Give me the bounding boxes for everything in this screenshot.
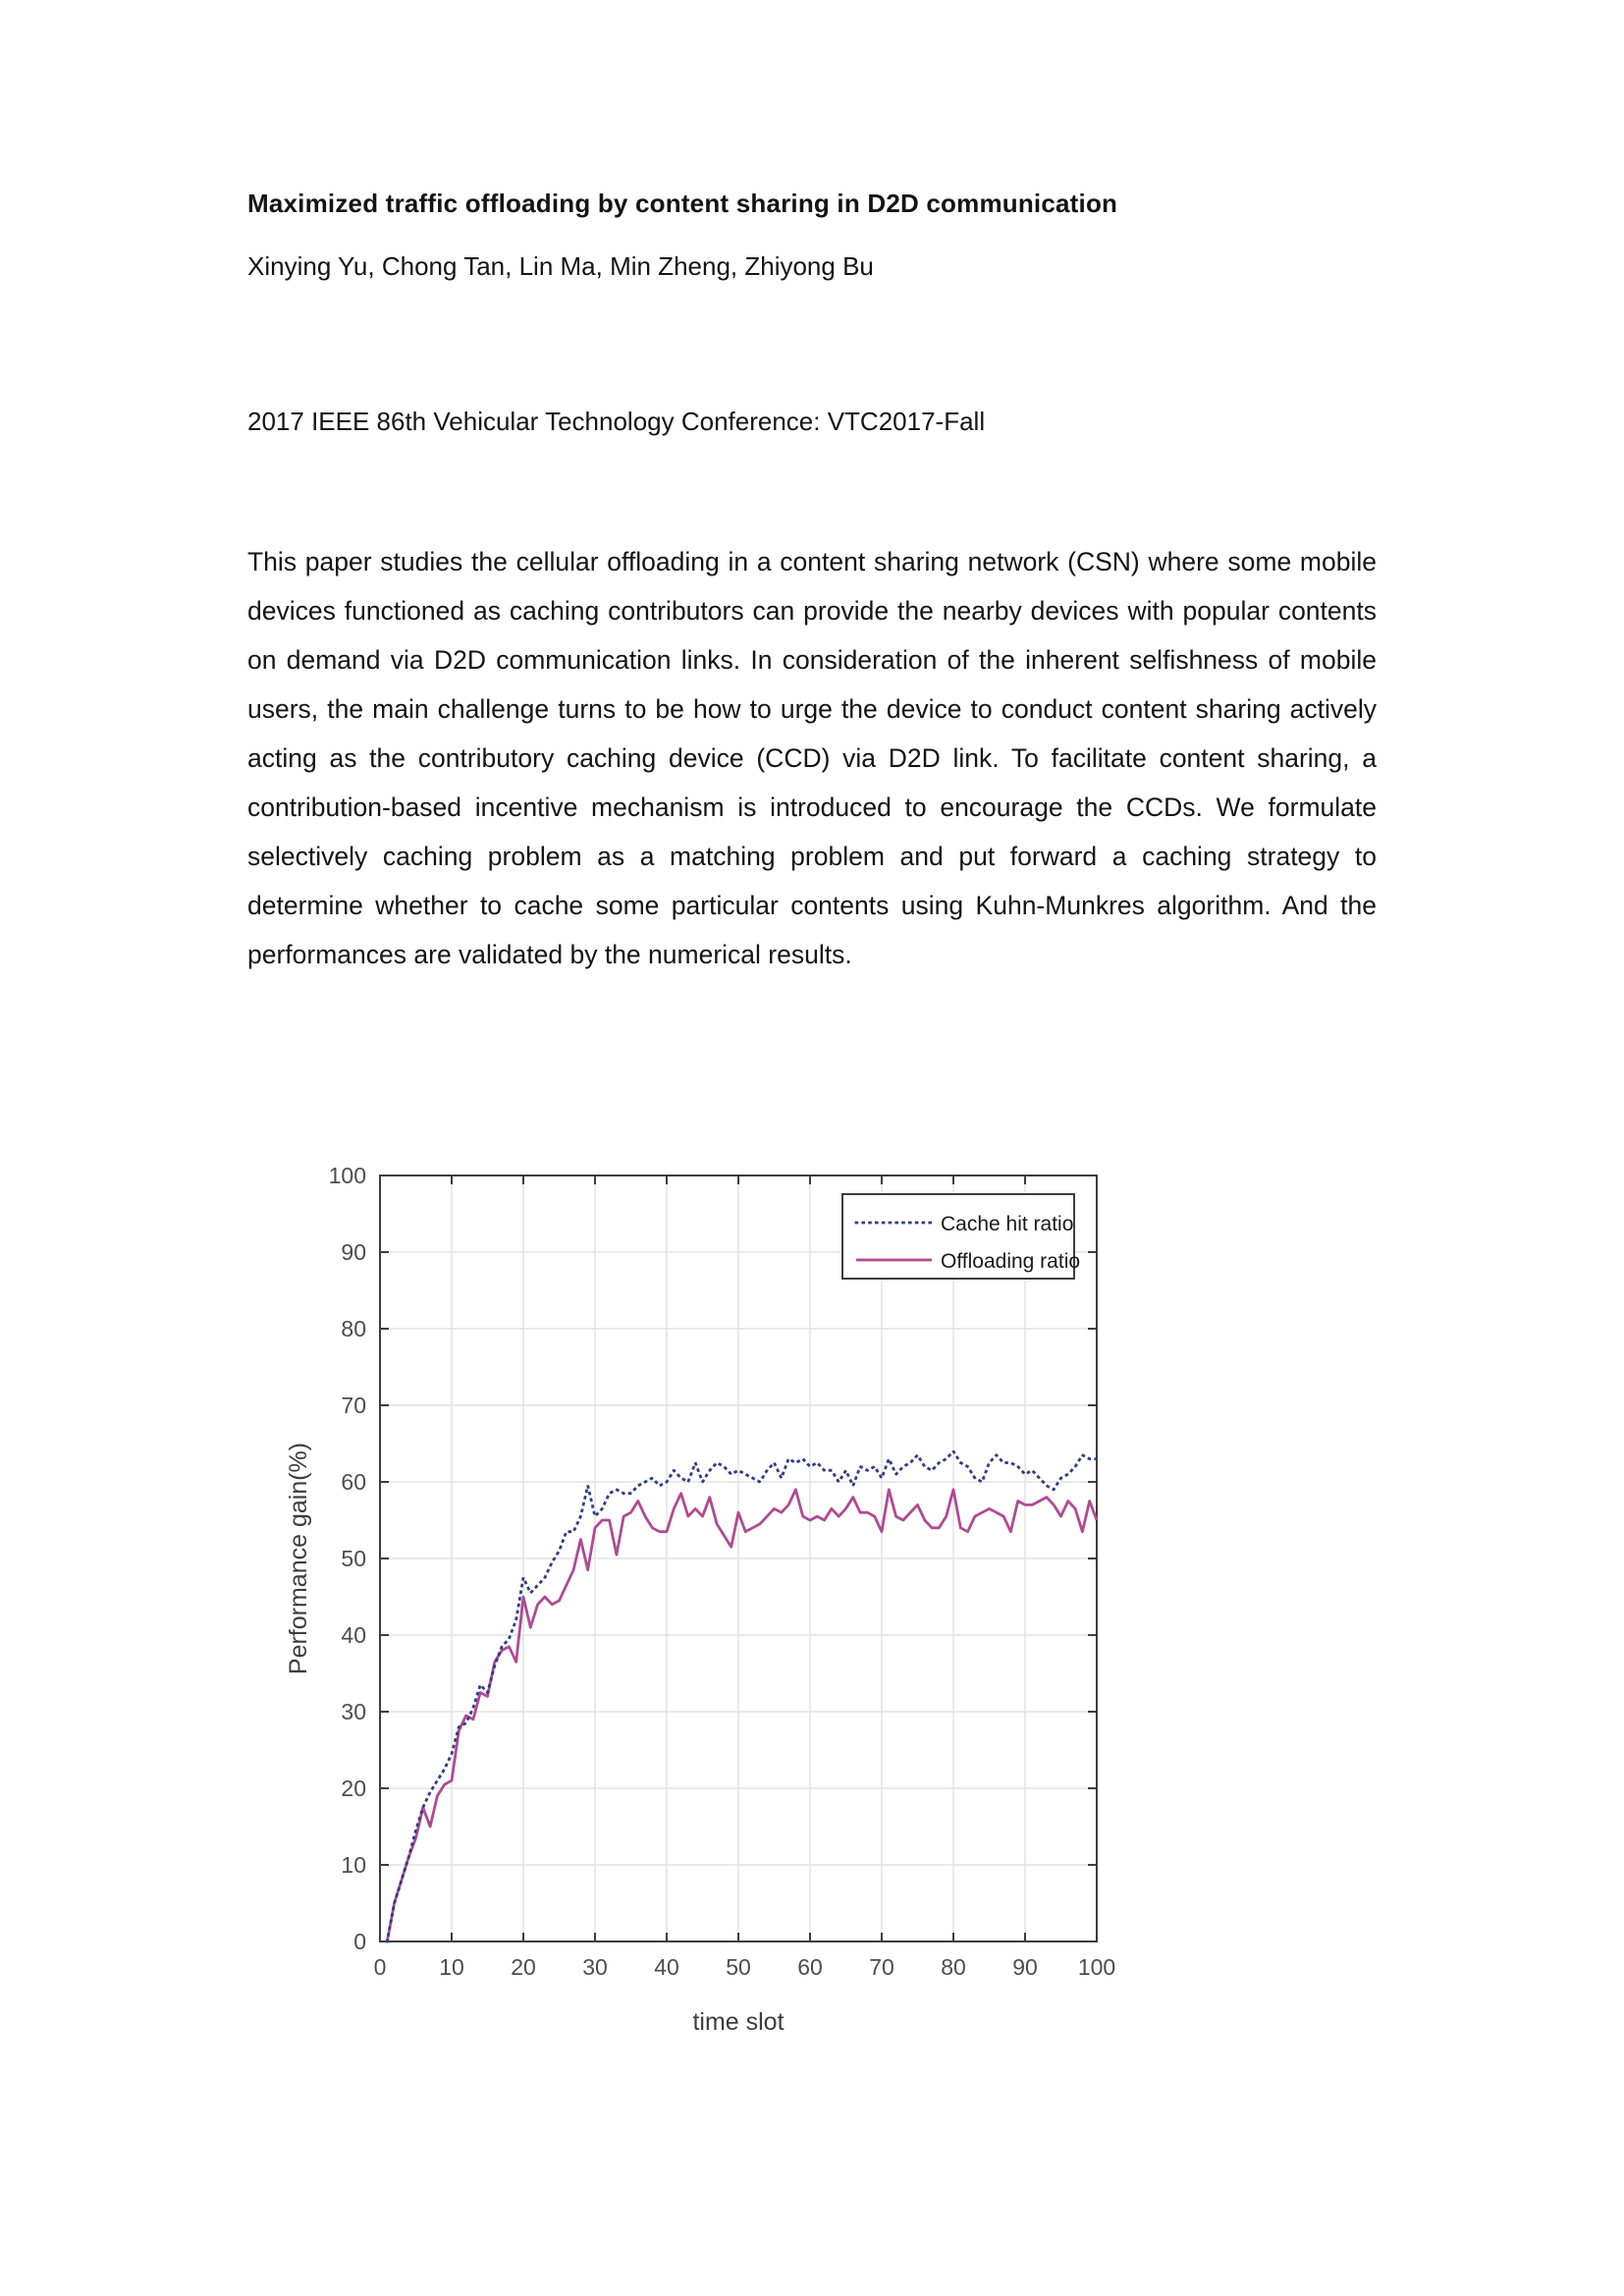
legend-label-cache-hit-ratio: Cache hit ratio xyxy=(941,1213,1074,1235)
authors-line: Xinying Yu, Chong Tan, Lin Ma, Min Zheng, Zhiyong Bu xyxy=(247,251,874,281)
venue-line: 2017 IEEE 86th Vehicular Technology Conference: VTC2017-Fall xyxy=(247,407,986,436)
y-tick-label: 40 xyxy=(341,1622,366,1648)
x-axis-label: time slot xyxy=(692,2008,785,2036)
x-tick-label: 50 xyxy=(726,1954,751,1980)
y-tick-label: 10 xyxy=(341,1852,366,1878)
y-tick-label: 20 xyxy=(341,1776,366,1801)
series-offloading-ratio xyxy=(387,1490,1097,1941)
figure-performance-chart xyxy=(247,1129,1131,2072)
x-tick-label: 10 xyxy=(439,1954,464,1980)
y-tick-label: 100 xyxy=(328,1163,366,1188)
x-tick-label: 70 xyxy=(869,1954,894,1980)
y-tick-label: 80 xyxy=(341,1316,366,1341)
x-tick-label: 0 xyxy=(373,1954,387,1980)
y-tick-label: 0 xyxy=(353,1929,366,1954)
x-tick-label: 20 xyxy=(511,1954,536,1980)
page-title: Maximized traffic offloading by content sharing in D2D communication xyxy=(247,189,1118,218)
y-tick-label: 70 xyxy=(341,1393,366,1418)
y-tick-label: 90 xyxy=(341,1239,366,1265)
y-axis-label: Performance gain(%) xyxy=(285,1442,312,1675)
x-tick-label: 80 xyxy=(941,1954,966,1980)
x-tick-label: 90 xyxy=(1012,1954,1038,1980)
x-tick-label: 60 xyxy=(797,1954,823,1980)
abstract-text: This paper studies the cellular offloading in a content sharing network (CSN) where some mobile devices functioned as caching contributors can provide the nearby devices with popular contents on demand via D2D communication links. In consideration of the inherent selfishness of mobile users, the main challenge turns to be how to urge the device to conduct content sharing actively acting as the contributory caching device (CCD) via D2D link. To facilitate content sharing, a contribution-based incentive mechanism is introduced to encourage the CCDs. We formulate selectively caching problem as a matching problem and put forward a caching strategy to determine whether to cache some particular contents using Kuhn-Munkres algorithm. And the performances are validated by the numerical results. xyxy=(247,547,1377,969)
y-tick-label: 60 xyxy=(341,1469,366,1495)
x-tick-label: 40 xyxy=(654,1954,679,1980)
chart-svg xyxy=(247,1129,1131,2072)
y-tick-label: 50 xyxy=(341,1546,366,1571)
legend-label-offloading-ratio: Offloading ratio xyxy=(941,1250,1081,1273)
x-tick-label: 100 xyxy=(1077,1954,1116,1980)
x-tick-label: 30 xyxy=(582,1954,608,1980)
y-tick-label: 30 xyxy=(341,1699,366,1724)
